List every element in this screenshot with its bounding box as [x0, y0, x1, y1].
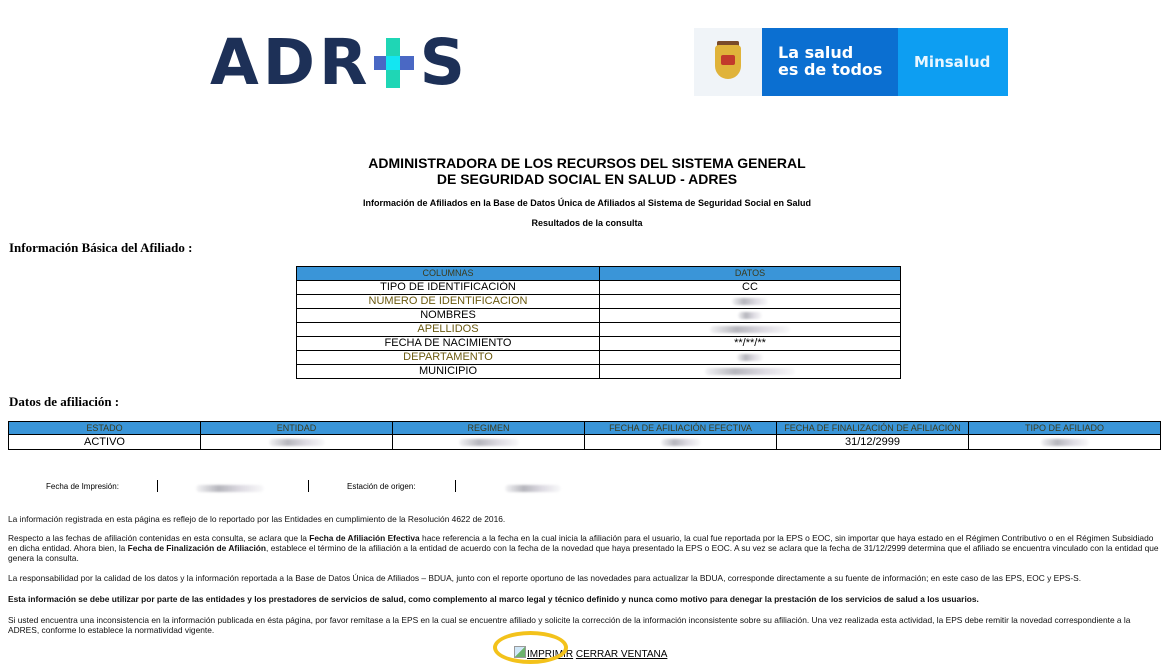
page-subtitle: Información de Afiliados en la Base de Datos Única de Afiliados al Sistema de Seguridad Social en Salud	[363, 198, 811, 208]
table-row	[297, 295, 901, 309]
redacted-value	[705, 368, 795, 375]
note-bold-term: Fecha de Finalización de Afiliación	[127, 543, 267, 553]
redacted-value	[738, 312, 762, 319]
field-value-redacted	[600, 323, 901, 337]
page-title-line-2: DE SEGURIDAD SOCIAL EN SALUD - ADRES	[436, 171, 738, 187]
field-value-redacted	[600, 309, 901, 323]
affiliation-heading: Datos de afiliación :	[9, 394, 120, 409]
minsalud-slogan	[762, 28, 898, 96]
field-label: FECHA DE NACIMIENTO	[297, 337, 600, 351]
redacted-value	[1041, 439, 1089, 446]
print-info	[0, 480, 1174, 494]
field-value-redacted	[600, 295, 901, 309]
table-row	[297, 351, 901, 365]
note-bold-term: Fecha de Afiliación Efectiva	[309, 533, 420, 543]
field-label: APELLIDOS	[297, 323, 600, 337]
estado-cell: ACTIVO	[9, 435, 201, 450]
column-header: REGIMEN	[393, 422, 585, 435]
results-heading: Resultados de la consulta	[531, 218, 643, 228]
field-label: MUNICIPIO	[297, 365, 600, 379]
divider	[308, 480, 309, 492]
redacted-value	[661, 439, 701, 446]
field-value: CC	[600, 281, 901, 295]
table-header-row	[9, 422, 1161, 435]
divider	[157, 480, 158, 492]
column-header: FECHA DE AFILIACIÓN EFECTIVA	[585, 422, 777, 435]
table-row	[297, 365, 901, 379]
page-title-line-1: ADMINISTRADORA DE LOS RECURSOS DEL SISTEMA GENERAL	[368, 155, 806, 171]
table-row	[297, 281, 901, 295]
redacted-value	[732, 298, 768, 305]
note-resolution	[8, 514, 1162, 524]
table-row	[297, 323, 901, 337]
print-date-label: Fecha de Impresión:	[46, 482, 119, 491]
column-header: ESTADO	[9, 422, 201, 435]
field-label: DEPARTAMENTO	[297, 351, 600, 365]
close-window-link[interactable]: CERRAR VENTANA	[575, 649, 668, 660]
slogan-line-1: La salud	[778, 43, 854, 62]
note-fragment: Respecto a las fechas de afiliación contenidas en esta consulta, se aclara que la	[8, 533, 310, 543]
table-row	[297, 309, 901, 323]
note-text	[8, 533, 1162, 563]
column-header: FECHA DE FINALIZACIÓN DE AFILIACIÓN	[777, 422, 969, 435]
redacted-value	[710, 326, 790, 333]
minsalud-logo	[694, 28, 1008, 96]
adres-logo-text: ADR	[210, 26, 372, 99]
minsalud-brand: Minsalud	[898, 28, 1008, 96]
action-links	[514, 646, 667, 660]
note-inconsistency	[8, 615, 1162, 635]
tipo-afiliado-cell	[969, 435, 1161, 450]
note-text: Esta información se debe utilizar por parte de las entidades y los prestadores de servicios de salud, como complemento al marco legal y técnico definido y nunca como motivo para denegar la prestación de los servicios de salud a los usuarios.	[8, 594, 979, 604]
note-responsibility	[8, 573, 1162, 583]
note-text: La información registrada en esta página es reflejo de lo reportado por las Entidades en cumplimiento de la Resolución 4622 de 2016.	[8, 514, 506, 524]
redacted-value	[459, 439, 519, 446]
page-title	[0, 155, 1174, 187]
adres-logo	[210, 26, 469, 99]
field-label: NOMBRES	[297, 309, 600, 323]
table-row	[9, 435, 1161, 450]
note-fragment: , establece el término de la afiliación a la entidad de acuerdo con la fecha de la novedad que haya presentado la EPS o EOC. A su vez se aclara que la fecha de 31/12/2999 determina que el afiliado se encuentra vinculado con la entidad que genera la consulta.	[8, 543, 1159, 563]
field-value-redacted	[600, 365, 901, 379]
fecha-efectiva-cell	[585, 435, 777, 450]
note-text: Si usted encuentra una inconsistencia en la información publicada en ésta página, por favor remítase a la EPS en la cual se encuentre afiliado y solicite la corrección de la información inconsistente sobre su afiliación. Una vez realizada esta actividad, la EPS debe remitir la novedad correspondiente a la ADRES, conforme lo establece la normatividad vigente.	[8, 615, 1131, 635]
entidad-cell	[201, 435, 393, 450]
basic-info-table	[296, 266, 901, 379]
column-header: TIPO DE AFILIADO	[969, 422, 1161, 435]
redacted-value	[269, 439, 325, 446]
broken-image-icon	[514, 646, 526, 658]
column-header: ENTIDAD	[201, 422, 393, 435]
note-text: La responsabilidad por la calidad de los datos y la información reportada a la Base de Datos Única de Afiliados – BDUA, junto con el reporte oportuno de las novedades para actualizar la BDUA, corresponde directamente a su fuente de información; en este caso de las EPS, EOC y EPS-S.	[8, 573, 1082, 583]
divider	[455, 480, 456, 492]
field-label: NÚMERO DE IDENTIFICACION	[297, 295, 600, 309]
colombia-coat-of-arms-icon	[694, 28, 762, 96]
origin-station-label: Estación de origen:	[347, 482, 416, 491]
field-value-redacted	[600, 351, 901, 365]
note-usage	[8, 594, 1162, 604]
field-value: **/**/**	[600, 337, 901, 351]
print-label: IMPRIMIR	[527, 649, 574, 660]
field-label: TIPO DE IDENTIFICACIÓN	[297, 281, 600, 295]
print-link[interactable]	[514, 649, 573, 660]
regimen-cell	[393, 435, 585, 450]
adres-logo-text-end: S	[419, 26, 469, 99]
basic-info-heading: Información Básica del Afiliado :	[9, 240, 193, 255]
table-row	[297, 337, 901, 351]
redacted-value	[737, 354, 763, 361]
column-header: COLUMNAS	[297, 267, 600, 281]
slogan-line-2: es de todos	[778, 60, 883, 79]
note-dates	[8, 533, 1162, 563]
fecha-finalizacion-cell: 31/12/2999	[777, 435, 969, 450]
column-header: DATOS	[600, 267, 901, 281]
table-header-row	[297, 267, 901, 281]
health-cross-icon	[374, 38, 418, 88]
affiliation-table	[8, 421, 1161, 450]
note-fragment: hace referencia a la fecha en la cual inicia la afiliación para el usuario, la cual fue reportada por la EPS o EOC, sin importar que haya estado en el Régimen Contributivo o en el Régimen Subsidiado en dicha entidad. Ahora bien, la	[8, 533, 1154, 553]
